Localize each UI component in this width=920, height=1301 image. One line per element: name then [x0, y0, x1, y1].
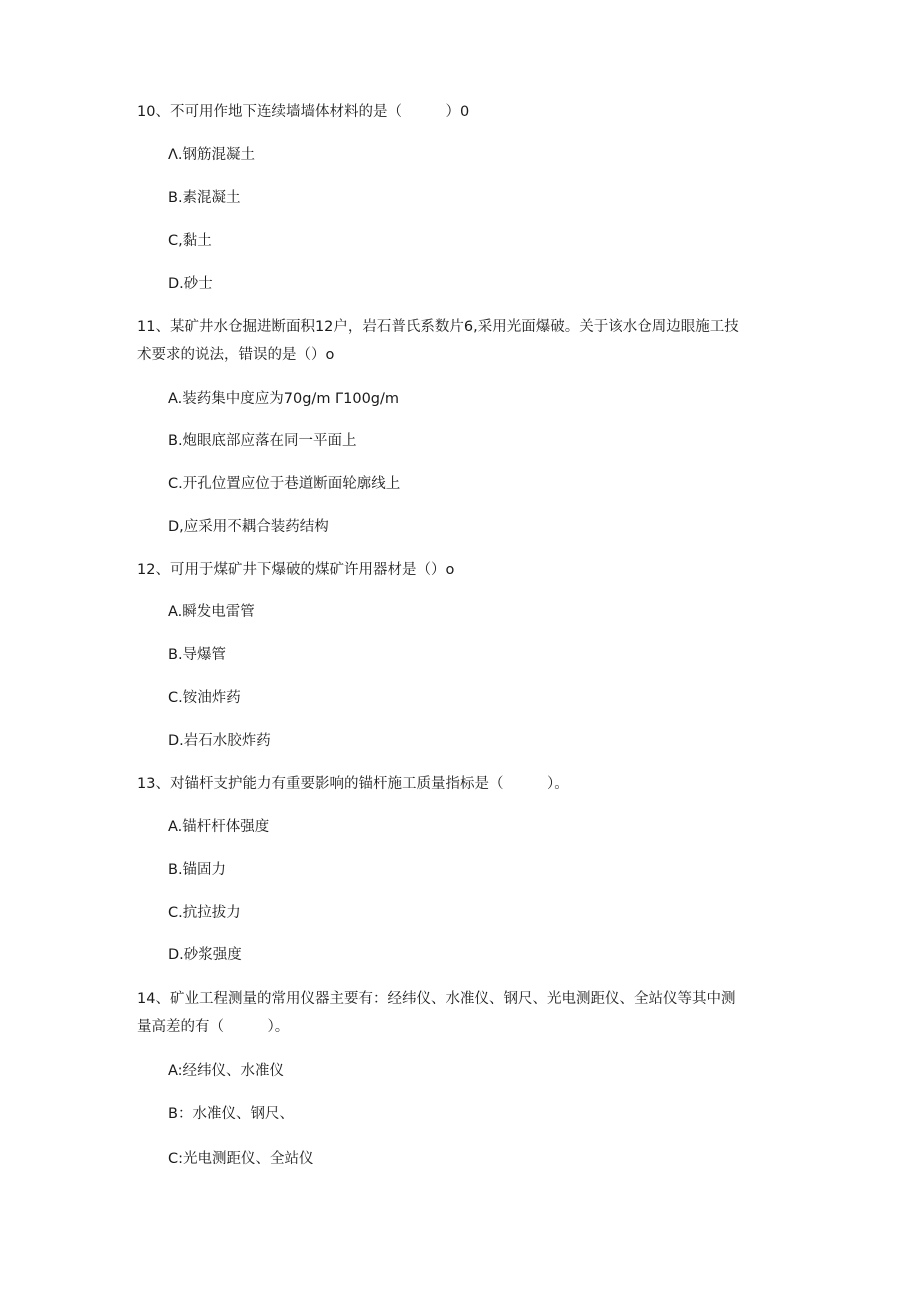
question-14-stem-line-1: 14、矿业工程测量的常用仪器主要有：经纬仪、水准仪、钢尺、光电测距仪、全站仪等其中测 — [137, 991, 736, 1007]
question-11-option-b: B.炮眼底部应落在同一平面上 — [168, 433, 357, 449]
question-12-option-a: A.瞬发电雷管 — [168, 604, 255, 620]
question-14-stem-line-2: 量高差的有（ ）。 — [137, 1019, 290, 1035]
question-11-stem-line-1: 11、某矿井水仓掘进断面积12户，岩石普氏系数片6,采用光面爆破。关于该水仓周边眼施工技 — [137, 319, 739, 335]
question-11-option-d: D,应采用不耦合装药结构 — [168, 519, 329, 535]
question-13-option-b: B.锚固力 — [168, 862, 227, 878]
question-13-option-a: A.锚杆杆体强度 — [168, 819, 270, 835]
question-11-stem-line-2: 术要求的说法，错误的是（）o — [137, 347, 335, 363]
question-10-option-a: Λ.钢筋混凝土 — [168, 147, 256, 163]
question-11-option-c: C.开孔位置应位于巷道断面轮廓线上 — [168, 476, 401, 492]
question-13-stem: 13、对锚杆支护能力有重要影响的锚杆施工质量指标是（ ）。 — [137, 776, 569, 792]
question-10-option-b: B.素混凝土 — [168, 190, 241, 206]
question-13-option-c: C.抗拉拔力 — [168, 905, 241, 921]
question-10-stem: 10、不可用作地下连续墙墙体材料的是（ ）0 — [137, 104, 470, 120]
question-12-option-d: D.岩石水胶炸药 — [168, 733, 271, 749]
question-14-option-b: B：水准仪、钢尺、 — [168, 1106, 294, 1122]
question-12-option-c: C.铵油炸药 — [168, 690, 241, 706]
question-14-option-a: A:经纬仪、水准仪 — [168, 1063, 285, 1079]
question-12-option-b: B.导爆管 — [168, 647, 227, 663]
question-13-option-d: D.砂浆强度 — [168, 947, 242, 963]
question-11-option-a: A.装药集中度应为70g∕m Γ100g∕m — [168, 391, 400, 407]
question-10-option-d: D.砂士 — [168, 276, 213, 292]
question-12-stem: 12、可用于煤矿井下爆破的煤矿许用器材是（）o — [137, 562, 455, 578]
question-10-option-c: C,黏土 — [168, 233, 212, 249]
question-14-option-c: C:光电测距仪、全站仪 — [168, 1151, 314, 1167]
